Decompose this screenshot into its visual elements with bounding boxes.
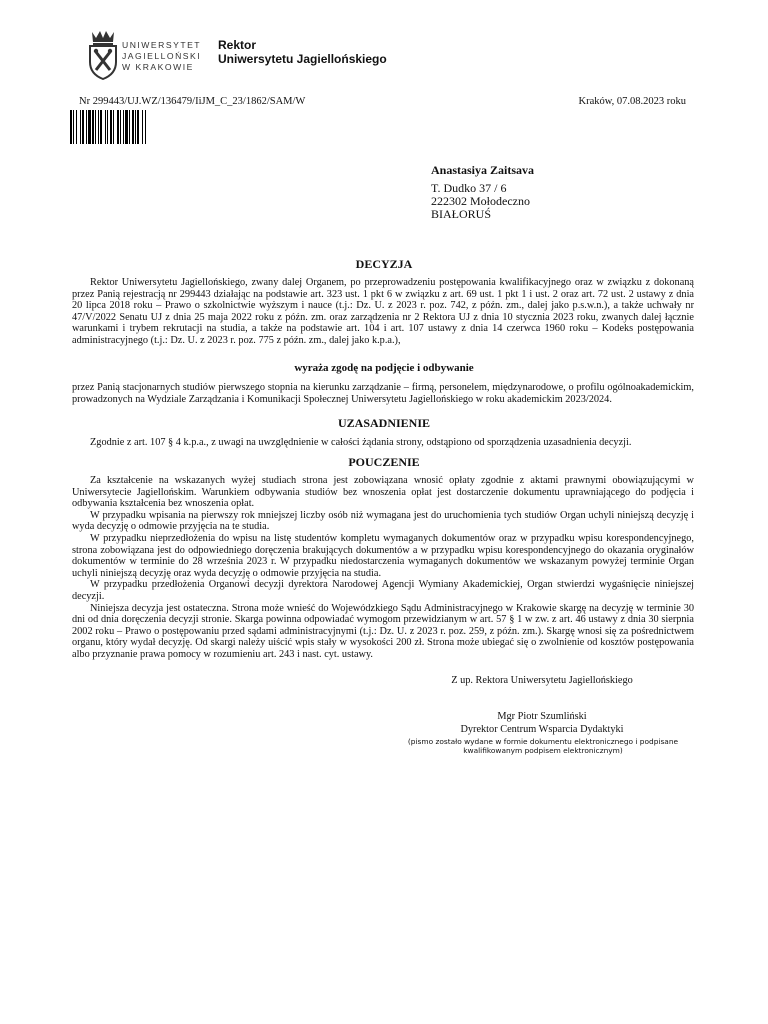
barcode-bar	[82, 110, 84, 144]
recipient-name: Anastasiya Zaitsava	[431, 163, 535, 177]
signature-on-behalf: Z up. Rektora Uniwersytetu Jagiellońskiego	[451, 675, 633, 686]
signatory	[398, 711, 686, 736]
instruction-paragraph: W przypadku nieprzedłożenia do wpisu na listę studentów kompletu wymaganych dokumentów oraz w przypadku wpisu korespondencyjnego, strona zobowiązana jest do odpowiedniego doręczenia brakujących dokumentów a w przypadku wpisu korespondencyjnego do okazania oryginałów dokumentów w terminie do 28 września 2023 r. W przypadku niedostarczenia wymaganych dokumentów we wskazanym powyżej terminie Organ uchyli niniejszą decyzję oraz wyda decyzję o odmowie przyjęcia na studia.	[72, 532, 694, 579]
barcode-bar	[88, 110, 91, 144]
instruction-section	[72, 475, 694, 661]
barcode-bar	[113, 110, 114, 144]
issuer-heading: Rektor Uniwersytetu Jagiellońskiego	[218, 38, 387, 66]
barcode-bar	[110, 110, 112, 144]
university-name-logotype: UNIWERSYTET JAGIELLOŃSKI W KRAKOWIE	[122, 40, 202, 72]
barcode-bar	[145, 110, 146, 144]
barcode-bar	[132, 110, 134, 144]
instruction-heading: POUCZENIE	[348, 455, 420, 469]
recipient-country: BIAŁORUŚ	[431, 207, 492, 221]
instruction-paragraph: W przypadku przedłożenia Organowi decyzji dyrektora Narodowej Agencji Wymiany Akademickiej, Organ stwierdzi wygaśnięcie niniejszej decyzji.	[72, 579, 694, 602]
barcode-bar	[73, 110, 74, 144]
barcode-bar	[137, 110, 139, 144]
barcode-bar	[125, 110, 128, 144]
barcode-bar	[117, 110, 119, 144]
recipient-city: 222302 Mołodeczno	[431, 194, 530, 208]
barcode-bar	[80, 110, 81, 144]
barcode-bar	[100, 110, 102, 144]
barcode-bar	[70, 110, 72, 144]
barcode-bar	[123, 110, 124, 144]
instruction-paragraph: Niniejsza decyzja jest ostateczna. Strona może wnieść do Wojewódzkiego Sądu Administracyjnego w Krakowie skargę na decyzję w terminie 30 dni od dnia doręczenia decyzji stronie. Skarga powinna odpowiadać wymogom przewidzianym w art. 57 § 1 w zw. z art. 46 ustawy z dnia 30 sierpnia 2002 roku – Prawo o postępowaniu przed sądami administracyjnymi (t.j.: Dz. U. z 2023 r. poz. 259, z późn. zm.). Skargę wnosi się za pośrednictwem organu, który wydał decyzję. Od skargi należy uiścić wpis stały w wysokości 200 zł. Strona może ubiegać się o zwolnienie od kosztów postępowania albo przyznanie prawa pomocy w rozumieniu art. 243 i nast. cyt. ustawy.	[72, 602, 694, 660]
barcode-bar	[92, 110, 94, 144]
barcode-bar	[86, 110, 87, 144]
barcode-bar	[105, 110, 106, 144]
barcode-bar	[142, 110, 143, 144]
barcode-bar	[135, 110, 136, 144]
recipient-street: T. Dudko 37 / 6	[431, 181, 507, 195]
instruction-paragraph: Za kształcenie na wskazanych wyżej studiach strona jest zobowiązana wnosić opłaty zgodnie z aktami prawnymi obowiązującymi w Uniwersytecie Jagiellońskim. Warunkiem odbywania studiów bez wnoszenia opłat jest dostarczenie dokumentu uprawniającego do podjęcia i odbywania kształcenia bez wnoszenia opłat.	[72, 475, 694, 510]
signatory-position: Dyrektor Centrum Wsparcia Dydaktyki	[460, 723, 624, 735]
justification-heading: UZASADNIENIE	[337, 416, 431, 430]
justification-text: Zgodnie z art. 107 § 4 k.p.a., z uwagi na uwzględnienie w całości żądania strony, odstąpiono od sporządzenia uzasadnienia decyzji.	[90, 437, 632, 448]
signatory-name: Mgr Piotr Szumliński	[497, 711, 587, 722]
document-title: DECYZJA	[355, 257, 413, 271]
recipient-address	[431, 164, 534, 221]
decision-heading: wyraża zgodę na podjęcie i odbywanie	[294, 362, 474, 374]
decision-text: przez Panią stacjonarnych studiów pierwszego stopnia na kierunku zarządzanie – firmą, personelem, międzynarodowe, o profilu ogólnoakademickim, prowadzonych na Wydziale Zarządzania i Komunikacji Społecznej Uniwersytetu Jagiellońskiego w roku akademickim 2023/2024.	[72, 382, 694, 405]
university-crest-logo	[86, 28, 120, 80]
barcode-bar	[98, 110, 99, 144]
barcode	[70, 110, 184, 144]
barcode-bar	[120, 110, 121, 144]
intro-paragraph: Rektor Uniwersytetu Jagiellońskiego, zwany dalej Organem, po przeprowadzeniu postępowania kwalifikacyjnego oraz w związku z dokonaną przez Panią rejestracją nr 299443 działając na podstawie art. 323 ust. 1 pkt 6 w związku z art. 69 ust. 1 pkt 1 i ust. 2 oraz art. 72 ust. 2 ustawy z dnia 20 lipca 2018 roku – Prawo o szkolnictwie wyższym i nauce (t.j.: Dz. U. z 2023 r. poz. 742, z późn. zm., dalej jako p.s.w.n.), a także uchwały nr 47/V/2022 Senatu UJ z dnia 25 maja 2022 roku z późn. zm. oraz zarządzenia nr 2 Rektora UJ z dnia 10 stycznia 2023 roku, zwanych dalej łącznie warunkami i trybem rekrutacji na studia, a także na podstawie art. 104 i art. 107 ustawy z dnia 14 czerwca 1960 roku – Kodeks postępowania administracyjnego (t.j.: Dz. U. z 2023 r. poz. 775 z późn. zm., dalej jako k.p.a.),	[72, 277, 694, 346]
barcode-bar	[76, 110, 77, 144]
barcode-bar	[95, 110, 96, 144]
barcode-bar	[107, 110, 108, 144]
instruction-paragraph: W przypadku wpisania na pierwszy rok mniejszej liczby osób niż wymagana jest do uruchomienia tych studiów Organ uchyli niniejszą decyzję i wyda decyzję o odmowie przyjęcia na te studia.	[72, 509, 694, 533]
reference-number: Nr 299443/UJ.WZ/136479/IiJM_C_23/1862/SAM/W	[79, 96, 306, 107]
electronic-signature-note: (pismo zostało wydane w formie dokumentu elektronicznego i podpisane kwalifikowanym podpisem elektronicznym)	[407, 737, 679, 755]
barcode-bar	[129, 110, 130, 144]
place-date: Kraków, 07.08.2023 roku	[578, 96, 686, 107]
